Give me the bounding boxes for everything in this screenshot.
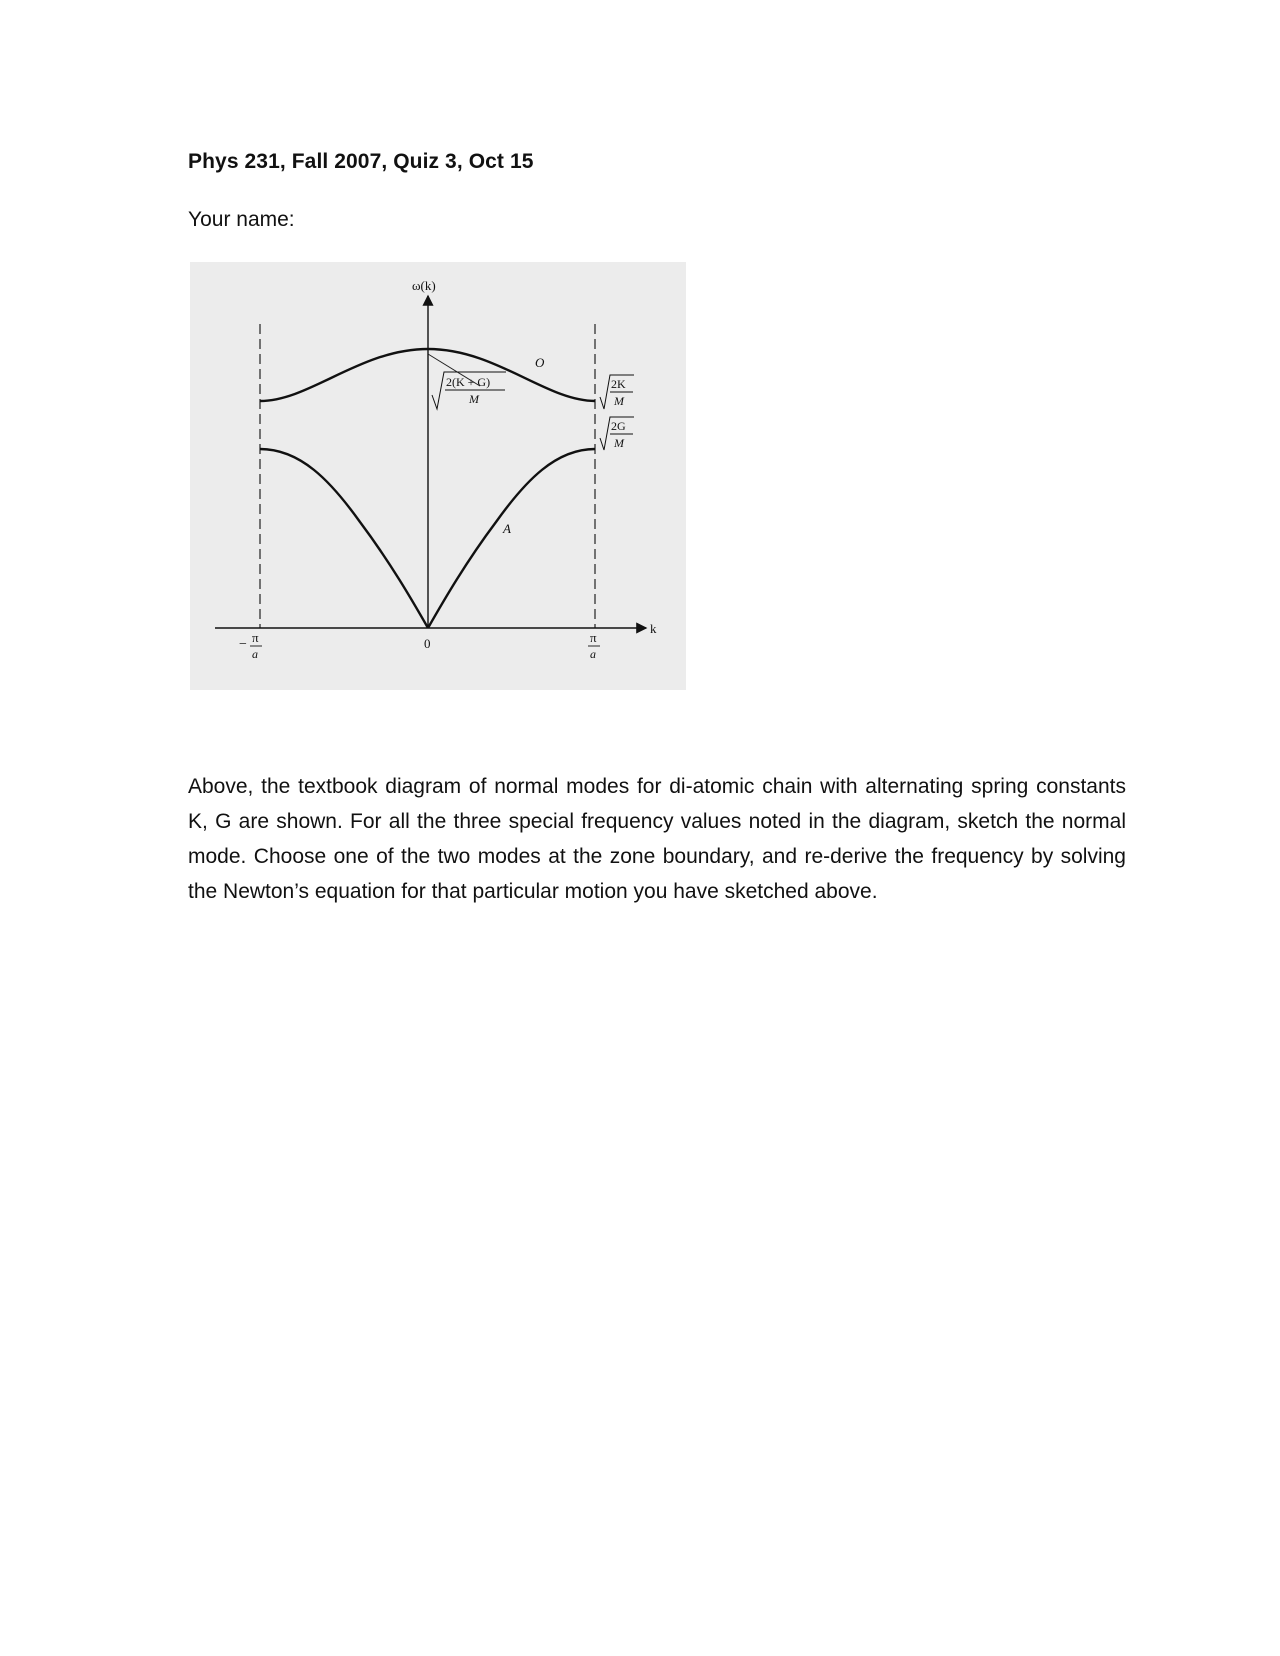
acoustic-branch-curve-right [428,449,595,628]
tick-left-numerator: π [252,630,259,645]
dispersion-diagram-svg [190,262,686,690]
label-2g-denominator: M [614,436,624,450]
optical-branch-label: O [535,355,545,370]
name-prompt: Your name: [188,208,295,231]
label-top-numerator: 2(K + G) [446,375,491,389]
acoustic-branch-label: A [503,521,511,536]
tick-zero: 0 [424,636,431,651]
tick-left-denominator: a [252,647,258,661]
acoustic-branch-curve-left [260,449,428,628]
y-axis-label: ω(k) [412,278,436,293]
x-axis-label: k [650,621,657,636]
question-paragraph: Above, the textbook diagram of normal modes for di-atomic chain with alternating spring constants K, G are shown. For all the three special frequency values noted in the diagram, sketch the normal mode. Choose one of the two modes at the zone boundary, and re-derive the frequency by solving the Newton’s equation for that particular motion you have sketched above. [188,775,1126,903]
label-2g-numerator: 2G [611,419,626,433]
label-2k-denominator: M [614,394,624,408]
tick-right-denominator: a [590,647,596,661]
page-title: Phys 231, Fall 2007, Quiz 3, Oct 15 [188,150,534,173]
label-2k-numerator: 2K [611,377,626,391]
tick-right-numerator: π [590,630,597,645]
tick-left-sign: − [239,637,247,652]
dispersion-diagram [190,262,686,690]
label-top-denominator: M [469,392,479,406]
